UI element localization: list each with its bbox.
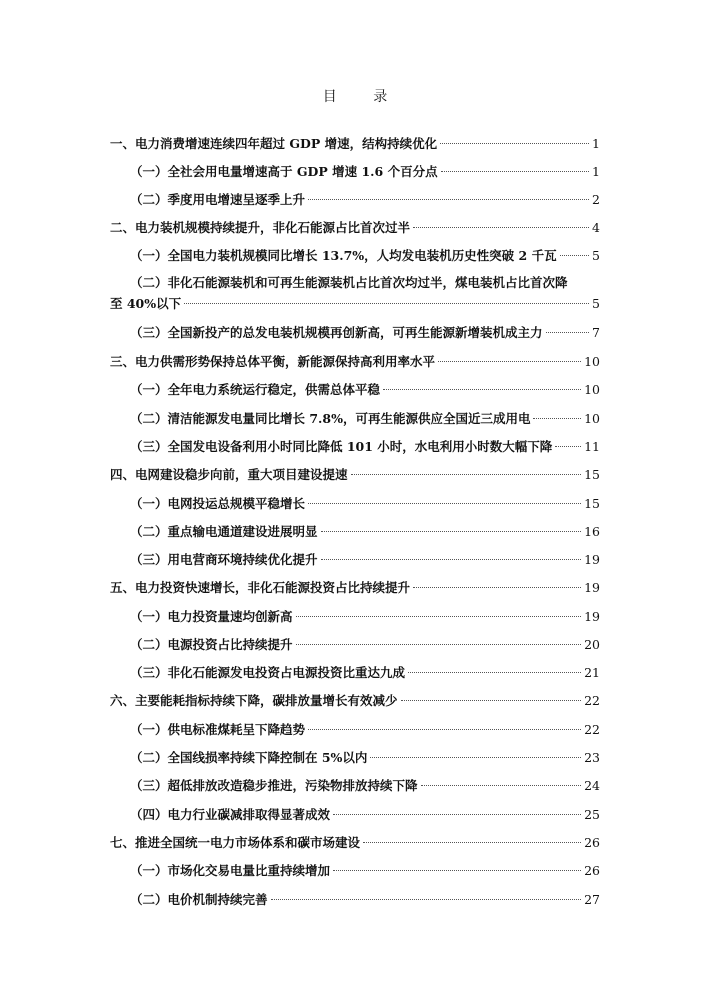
dot-leader (421, 785, 582, 786)
dot-leader (321, 531, 582, 532)
toc-subsection-entry[interactable] (130, 409, 600, 429)
toc-page-number: 19 (584, 580, 600, 595)
toc-entry-line1[interactable]: （二）非化石能源装机和可再生能源装机占比首次均过半，煤电装机占比首次降 (130, 275, 568, 290)
toc-page-number: 25 (584, 807, 600, 822)
dot-leader (308, 199, 589, 200)
toc-page-number: 7 (592, 325, 600, 340)
toc-page-number: 5 (592, 248, 600, 263)
toc-entry-text: （一）全社会用电量增速高于 GDP 增速 1.6 个百分点 (130, 164, 438, 179)
toc-entry-text: 三、电力供需形势保持总体平衡，新能源保持高利用率水平 (110, 354, 436, 369)
toc-entry-text: （三）全国发电设备利用小时同比降低 101 小时，水电利用小时数大幅下降 (130, 439, 553, 454)
toc-subsection-entry[interactable] (130, 190, 600, 210)
toc-entry-text: （三）超低排放改造稳步推进，污染物排放持续下降 (130, 778, 418, 793)
toc-page-number: 22 (584, 693, 600, 708)
toc-page-number: 1 (592, 136, 600, 151)
toc-subsection-entry[interactable] (130, 663, 600, 683)
dot-leader (546, 332, 590, 333)
dot-leader (383, 389, 581, 390)
toc-subsection-entry[interactable] (130, 776, 600, 796)
toc-page-number: 19 (584, 552, 600, 567)
toc-entry-text: 一、电力消费增速连续四年超过 GDP 增速，结构持续优化 (110, 136, 438, 151)
toc-entry-text: （三）非化石能源发电投资占电源投资比重达九成 (130, 665, 406, 680)
toc-subsection-entry[interactable] (130, 805, 600, 825)
toc-page-number: 10 (584, 411, 600, 426)
toc-subsection-entry[interactable] (130, 550, 600, 570)
toc-entry-text: （一）电网投运总规模平稳增长 (130, 496, 306, 511)
dot-leader (308, 729, 581, 730)
toc-subsection-entry[interactable] (130, 437, 600, 457)
toc-entry-text: 六、主要能耗指标持续下降，碳排放量增长有效减少 (110, 693, 398, 708)
toc-page-number: 1 (592, 164, 600, 179)
dot-leader (370, 757, 581, 758)
toc-entry-text: 二、电力装机规模持续提升，非化石能源占比首次过半 (110, 220, 411, 235)
toc-entry-text: （三）用电营商环境持续优化提升 (130, 552, 318, 567)
toc-entry-text: （一）电力投资量速均创新高 (130, 609, 293, 624)
toc-subsection-entry[interactable] (130, 246, 600, 266)
toc-page-number: 15 (584, 467, 600, 482)
toc-page-number: 23 (584, 750, 600, 765)
toc-page-number: 2 (592, 192, 600, 207)
dot-leader (321, 559, 582, 560)
toc-section-entry[interactable] (110, 691, 600, 711)
dot-leader (438, 361, 581, 362)
toc-entry-text: （一）供电标准煤耗呈下降趋势 (130, 722, 306, 737)
dot-leader (296, 644, 582, 645)
dot-leader (308, 503, 581, 504)
toc-page-number: 16 (584, 524, 600, 539)
toc-entry-text: （一）全国电力装机规模同比增长 13.7%，人均发电装机历史性突破 2 千瓦 (130, 248, 557, 263)
dot-leader (333, 870, 581, 871)
dot-leader (333, 814, 581, 815)
dot-leader (560, 255, 589, 256)
dot-leader (533, 418, 581, 419)
toc-subsection-entry[interactable] (130, 748, 600, 768)
toc-section-entry[interactable] (110, 218, 600, 238)
toc-page-number: 27 (584, 892, 600, 907)
dot-leader (363, 842, 581, 843)
toc-subsection-entry[interactable] (130, 162, 600, 182)
toc-section-entry[interactable] (110, 134, 600, 154)
toc-subsection-entry[interactable] (130, 720, 600, 740)
toc-entry-text: 五、电力投资快速增长，非化石能源投资占比持续提升 (110, 580, 411, 595)
toc-entry-text: （一）全年电力系统运行稳定，供需总体平稳 (130, 382, 381, 397)
toc-entry-text: （二）清洁能源发电量同比增长 7.8%，可再生能源供应全国近三成用电 (130, 411, 531, 426)
toc-page-number: 5 (592, 296, 600, 311)
toc-page-number: 21 (584, 665, 600, 680)
toc-section-entry[interactable] (110, 465, 600, 485)
dot-leader (413, 227, 589, 228)
toc-page-number: 26 (584, 835, 600, 850)
toc-subsection-entry[interactable] (130, 861, 600, 881)
toc-page-number: 24 (584, 778, 600, 793)
toc-subsection-entry[interactable] (130, 522, 600, 542)
dot-leader (271, 899, 582, 900)
toc-entry-text: （二）重点输电通道建设进展明显 (130, 524, 318, 539)
dot-leader (441, 171, 589, 172)
dot-leader (408, 672, 581, 673)
toc-page-number: 19 (584, 609, 600, 624)
toc-page-number: 26 (584, 863, 600, 878)
toc-entry-text: （四）电力行业碳减排取得显著成效 (130, 807, 331, 822)
toc-subsection-entry[interactable] (130, 635, 600, 655)
toc-section-entry[interactable] (110, 578, 600, 598)
toc-page-number: 11 (584, 439, 600, 454)
toc-subsection-entry[interactable] (130, 323, 600, 343)
toc-page-number: 4 (592, 220, 600, 235)
toc-section-entry[interactable] (110, 833, 600, 853)
toc-subsection-entry[interactable] (130, 494, 600, 514)
dot-leader (401, 700, 582, 701)
dot-leader (184, 303, 589, 304)
toc-page-number: 22 (584, 722, 600, 737)
toc-entry-text: （二）季度用电增速呈逐季上升 (130, 192, 306, 207)
toc-page-number: 10 (584, 382, 600, 397)
dot-leader (555, 446, 581, 447)
toc-entry-text: （三）全国新投产的总发电装机规模再创新高，可再生能源新增装机成主力 (130, 325, 543, 340)
toc-title: 目 录 (322, 89, 404, 105)
toc-page-number: 15 (584, 496, 600, 511)
toc-entry-text: （一）市场化交易电量比重持续增加 (130, 863, 331, 878)
toc-page-number: 20 (584, 637, 600, 652)
toc-entry-text: 至 40%以下 (110, 296, 182, 311)
toc-subsection-entry[interactable] (130, 890, 600, 910)
dot-leader (413, 587, 581, 588)
toc-entry-text: （二）电价机制持续完善 (130, 892, 268, 907)
toc-subsection-entry[interactable] (130, 607, 600, 627)
toc-entry-text: （二）全国线损率持续下降控制在 5%以内 (130, 750, 368, 765)
dot-leader (296, 616, 582, 617)
dot-leader (440, 143, 589, 144)
toc-entry-text: 四、电网建设稳步向前，重大项目建设提速 (110, 467, 348, 482)
toc-page-number: 10 (584, 354, 600, 369)
toc-section-entry[interactable] (110, 352, 600, 372)
toc-entry-text: 七、推进全国统一电力市场体系和碳市场建设 (110, 835, 361, 850)
dot-leader (351, 474, 582, 475)
toc-entry-text: （二）电源投资占比持续提升 (130, 637, 293, 652)
toc-entry-line2[interactable] (110, 294, 600, 314)
toc-subsection-entry[interactable] (130, 380, 600, 400)
